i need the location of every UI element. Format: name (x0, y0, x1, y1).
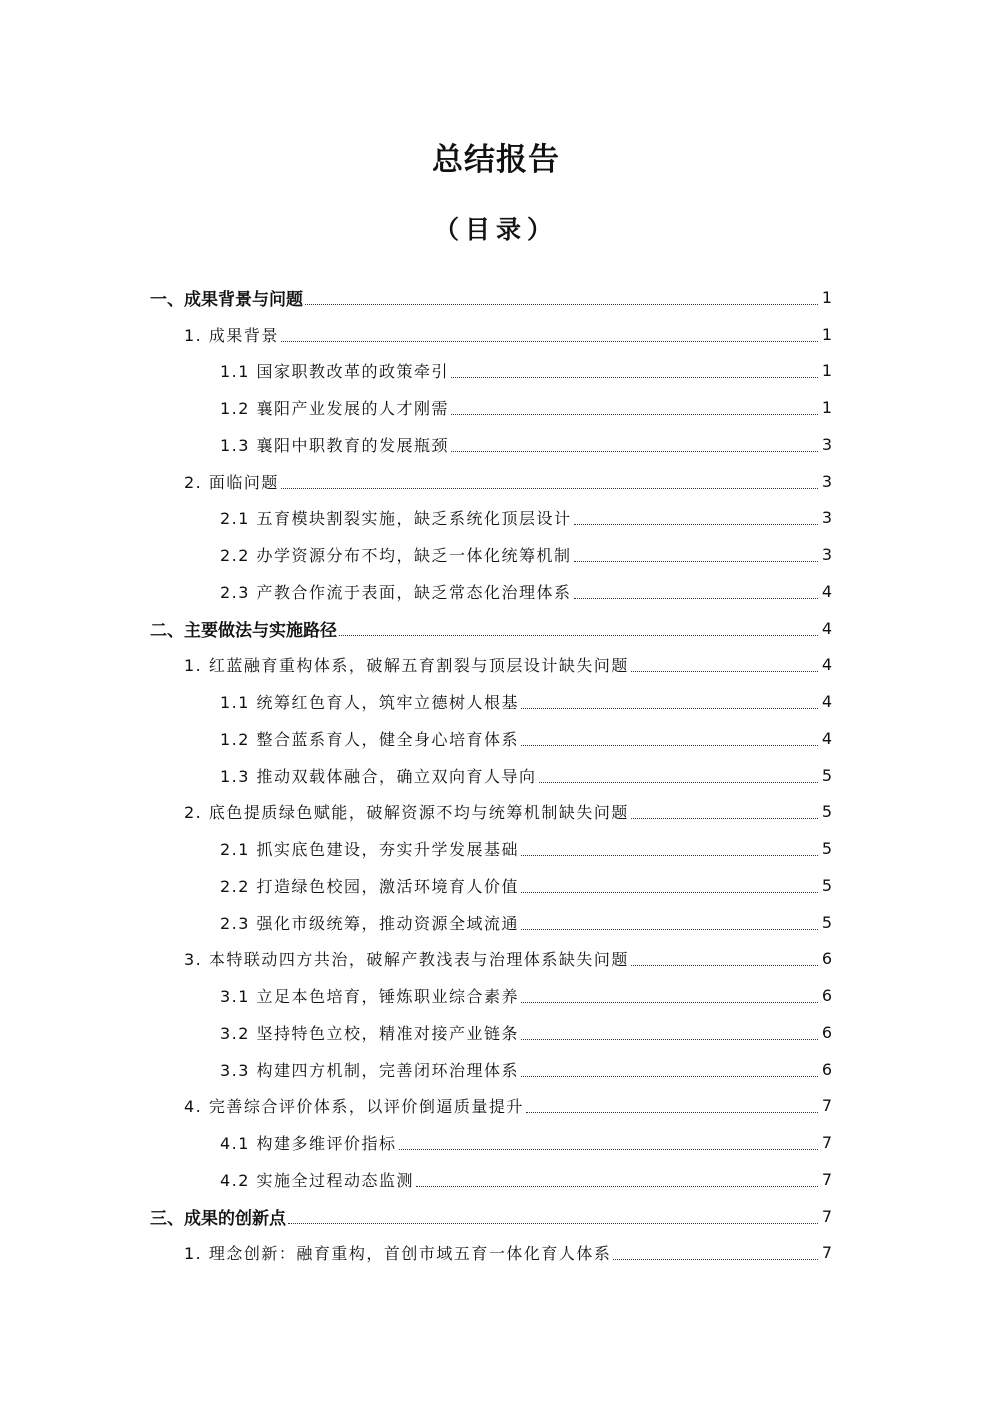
toc-entry-label: 3.3 构建四方机制，完善闭环治理体系 (220, 1060, 520, 1080)
toc-entry-label: 3. 本特联动四方共治，破解产教浅表与治理体系缺失问题 (184, 950, 629, 970)
dot-leader (521, 1001, 818, 1003)
toc-entry-label: 1.1 国家职教改革的政策牵引 (220, 362, 450, 382)
toc-entry-2[interactable] (0, 463, 992, 500)
toc-entry-label: 3.2 坚持特色立校，精准对接产业链条 (220, 1023, 520, 1043)
toc-entry-page: 7 (821, 1206, 832, 1226)
toc-entry-label: 2. 底色提质绿色赋能，破解资源不均与统筹机制缺失问题 (184, 803, 629, 823)
toc-entry-page: 7 (821, 1133, 832, 1153)
toc-entry-page: 5 (821, 802, 832, 822)
toc-entry-4[interactable] (0, 1088, 992, 1125)
toc-entry-2-2[interactable] (0, 867, 992, 904)
toc-entry-section-3[interactable] (0, 1198, 992, 1235)
toc-entry-2-3[interactable] (0, 573, 992, 610)
toc-entry-page: 3 (821, 545, 832, 565)
toc-entry-page: 3 (821, 471, 832, 491)
toc-entry-1-3[interactable] (0, 757, 992, 794)
dot-leader (305, 303, 818, 305)
toc-entry-label: 1. 红蓝融育重构体系，破解五育割裂与顶层设计缺失问题 (184, 656, 629, 676)
toc-entry-label: 2.2 打造绿色校园，激活环境育人价值 (220, 876, 520, 896)
toc-entry-label: 1.3 襄阳中职教育的发展瓶颈 (220, 435, 450, 455)
toc-entry-label: 1. 成果背景 (184, 325, 279, 345)
toc-entry-3-3[interactable] (0, 1051, 992, 1088)
toc-entry-1-3[interactable] (0, 426, 992, 463)
toc-entry-1[interactable] (0, 316, 992, 353)
toc-entry-page: 5 (821, 875, 832, 895)
toc-entry-page: 5 (821, 839, 832, 859)
toc-entry-4-2[interactable] (0, 1161, 992, 1198)
toc-entry-page: 3 (821, 434, 832, 454)
dot-leader (521, 1038, 818, 1040)
toc-entry-section-1[interactable] (0, 279, 992, 316)
document-title: 总结报告 (432, 142, 560, 178)
toc-entry-page: 4 (821, 728, 832, 748)
dot-leader (574, 560, 818, 562)
toc-entry-2-2[interactable] (0, 536, 992, 573)
toc-entry-page: 4 (821, 581, 832, 601)
toc-entry-page: 6 (821, 1059, 832, 1079)
toc-entry-3-1[interactable] (0, 977, 992, 1014)
dot-leader (399, 1148, 818, 1150)
toc-entry-label: 2.1 五育模块割裂实施，缺乏系统化顶层设计 (220, 509, 572, 529)
toc-entry-page: 7 (821, 1096, 832, 1116)
toc-entry-label: 1.3 推动双载体融合，确立双向育人导向 (220, 766, 537, 786)
dot-leader (451, 376, 818, 378)
toc-entry-label: 1.2 襄阳产业发展的人才刚需 (220, 399, 450, 419)
dot-leader (451, 450, 818, 452)
dot-leader (451, 413, 818, 415)
toc-entry-1-2[interactable] (0, 389, 992, 426)
toc-entry-1-1[interactable] (0, 683, 992, 720)
toc-entry-label: 4.2 实施全过程动态监测 (220, 1170, 415, 1190)
toc-entry-1-1[interactable] (0, 353, 992, 390)
dot-leader (521, 928, 818, 930)
toc-entry-label: 2.3 强化市级统筹，推动资源全域流通 (220, 913, 520, 933)
dot-leader (521, 707, 818, 709)
toc-entry-label: 2.3 产教合作流于表面，缺乏常态化治理体系 (220, 582, 572, 602)
toc-entry-label: 二、主要做法与实施路径 (150, 620, 337, 641)
dot-leader (416, 1185, 818, 1187)
toc-entry-label: 2. 面临问题 (184, 472, 279, 492)
toc-entry-4-1[interactable] (0, 1124, 992, 1161)
toc-entry-1-2[interactable] (0, 720, 992, 757)
toc-entry-2-1[interactable] (0, 500, 992, 537)
toc-entry-label: 1.2 整合蓝系育人，健全身心培育体系 (220, 729, 520, 749)
dot-leader (288, 1222, 818, 1224)
toc-entry-page: 7 (821, 1243, 832, 1263)
toc-entry-page: 7 (821, 1169, 832, 1189)
dot-leader (574, 597, 818, 599)
toc-entry-page: 5 (821, 912, 832, 932)
toc-entry-page: 1 (821, 287, 832, 307)
toc-entry-label: 2.1 抓实底色建设，夯实升学发展基础 (220, 840, 520, 860)
dot-leader (574, 523, 818, 525)
toc-entry-label: 2.2 办学资源分布不均，缺乏一体化统筹机制 (220, 546, 572, 566)
dot-leader (521, 744, 818, 746)
toc-entry-page: 1 (821, 324, 832, 344)
toc-entry-page: 6 (821, 949, 832, 969)
toc-entry-page: 4 (821, 655, 832, 675)
document-subtitle: （目录） (433, 215, 558, 244)
toc-entry-page: 1 (821, 398, 832, 418)
toc-entry-page: 1 (821, 361, 832, 381)
dot-leader (521, 891, 818, 893)
toc-entry-1[interactable] (0, 1235, 992, 1272)
toc-entry-page: 5 (821, 765, 832, 785)
dot-leader (631, 817, 818, 819)
toc-entry-page: 6 (821, 1022, 832, 1042)
dot-leader (521, 1075, 818, 1077)
toc-entry-page: 4 (821, 618, 832, 638)
toc-entry-1[interactable] (0, 647, 992, 684)
toc-entry-page: 3 (821, 508, 832, 528)
dot-leader (539, 781, 818, 783)
toc-entry-label: 4. 完善综合评价体系，以评价倒逼质量提升 (184, 1097, 524, 1117)
toc-entry-label: 一、成果背景与问题 (150, 289, 303, 310)
toc-entry-page: 6 (821, 986, 832, 1006)
toc-entry-section-2[interactable] (0, 610, 992, 647)
toc-entry-page: 4 (821, 692, 832, 712)
toc-entry-3-2[interactable] (0, 1014, 992, 1051)
toc-entry-2-1[interactable] (0, 830, 992, 867)
table-of-contents (0, 279, 992, 1271)
toc-entry-label: 1.1 统筹红色育人，筑牢立德树人根基 (220, 693, 520, 713)
toc-entry-label: 3.1 立足本色培育，锤炼职业综合素养 (220, 987, 520, 1007)
dot-leader (613, 1258, 818, 1260)
toc-entry-2[interactable] (0, 794, 992, 831)
dot-leader (281, 487, 818, 489)
toc-entry-label: 三、成果的创新点 (150, 1208, 286, 1229)
toc-entry-3[interactable] (0, 941, 992, 978)
toc-entry-2-3[interactable] (0, 904, 992, 941)
toc-entry-label: 4.1 构建多维评价指标 (220, 1134, 397, 1154)
toc-entry-label: 1. 理念创新：融育重构，首创市域五育一体化育人体系 (184, 1244, 612, 1264)
dot-leader (521, 854, 818, 856)
dot-leader (339, 634, 818, 636)
dot-leader (631, 670, 818, 672)
dot-leader (281, 340, 818, 342)
dot-leader (631, 964, 818, 966)
dot-leader (526, 1111, 818, 1113)
